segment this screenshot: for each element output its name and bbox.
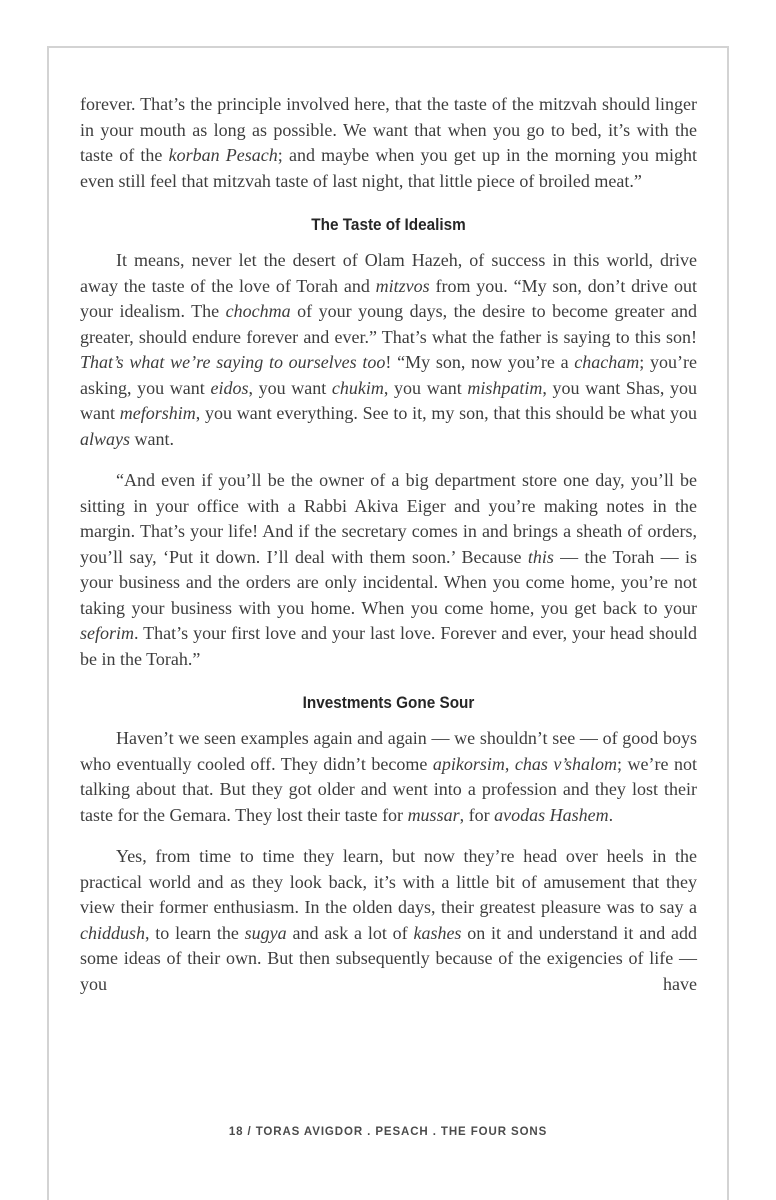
italic-text-run: chiddush (80, 922, 145, 943)
text-run: It means, never let the desert of Olam Hazeh, of success in this world, drive away the taste of the love of Torah and (80, 250, 697, 296)
italic-text-run: mussar (407, 804, 460, 825)
page-content (49, 48, 727, 997)
paragraph (80, 468, 697, 672)
italic-text-run: eidos (210, 377, 249, 398)
text-run: ; we’re not talking about that. But they got older and went into a profession and they lost their taste for the Gemara. They lost their taste for (80, 753, 698, 825)
italic-text-run: That’s what we’re saying to ourselves too (80, 352, 386, 372)
text-run: ! “My son, now you’re a (385, 352, 575, 372)
italic-text-run: sugya (244, 922, 287, 943)
italic-text-run: kashes (413, 922, 462, 943)
text-run: on it and understand it and add some ideas of their own. But then subsequently because of the exigencies of life — you have (80, 922, 698, 994)
italic-text-run: chukim (331, 377, 384, 398)
text-run: , (504, 753, 515, 774)
italic-text-run: chacham (574, 352, 640, 372)
text-run: and ask a lot of (286, 922, 414, 943)
text-run: Haven’t we seen examples again and again — we shouldn’t see — of good boys who eventually cooled off. They didn’t become (80, 728, 697, 774)
italic-text-run: seforim (80, 623, 134, 643)
text-run: . (608, 804, 614, 825)
text-run: from you. “My son, don’t drive out your idealism. The (80, 275, 697, 321)
italic-text-run: this (527, 546, 554, 567)
text-run: ; and maybe when you get up in the morning you might even still feel that mitzvah taste of last night, that little piece of broiled meat.” (80, 145, 697, 191)
paragraph (80, 92, 697, 194)
text-run: want. (130, 428, 175, 449)
page-number: 18 (228, 1126, 244, 1138)
text-run: , you want (248, 377, 332, 398)
text-run: . That’s your first love and your last love. Forever and ever, your head should be in the Torah.” (80, 623, 697, 669)
italic-text-run: meforshim (119, 403, 196, 423)
italic-text-run: avodas Hashem (494, 804, 609, 825)
text-run: , for (459, 804, 495, 825)
paragraph (80, 726, 697, 828)
section-heading: The Taste of Idealism (311, 215, 466, 234)
text-run: , you want (383, 377, 468, 398)
book-page (47, 46, 729, 1200)
text-run: Yes, from time to time they learn, but now they’re head over heels in the practical world and as they look back, it’s with a little bit of amusement that they view their former enthusiasm. In the olden days, their greatest pleasure was to say a (80, 846, 697, 917)
paragraph (80, 248, 697, 452)
text-run: ; you’re asking, you want (80, 352, 697, 398)
text-run: , you want Shas, you want (80, 377, 698, 423)
section-heading: Investments Gone Sour (302, 693, 475, 712)
italic-text-run: mitzvos (375, 275, 430, 296)
text-run: forever. That’s the principle involved here, that the taste of the mitzvah should linger in your mouth as long as possible. We want that when you go to bed, it’s with the taste of the (80, 94, 697, 165)
page-footer (49, 1126, 727, 1138)
italic-text-run: always (80, 428, 131, 449)
text-run: “And even if you’ll be the owner of a big department store one day, you’ll be sitting in your office with a Rabbi Akiva Eiger and you’re making notes in the margin. That’s your life! And if the secretary comes in and brings a sheath of orders, you’ll say, ‘Put it down. I’ll deal with them soon.’ Because (80, 470, 697, 567)
book-title: TORAS AVIGDOR . PESACH . THE FOUR SONS (255, 1126, 548, 1138)
italic-text-run: mishpatim (467, 377, 543, 398)
italic-text-run: chochma (225, 301, 291, 321)
paragraph (80, 844, 697, 997)
text-run: , you want everything. See to it, my son, that this should be what you (195, 403, 697, 423)
footer-separator: / (243, 1126, 256, 1138)
text-run: of your young days, the desire to become greater and greater, should endure forever and ever.” That’s what the father is saying to this son! (80, 301, 697, 347)
italic-text-run: chas v’shalom (514, 753, 618, 774)
italic-text-run: apikorsim (432, 753, 505, 774)
italic-text-run: korban Pesach (168, 145, 278, 165)
text-run: , to learn the (145, 922, 245, 943)
text-run: — the Torah — is your business and the orders are only incidental. When you come home, you’re not taking your business with you home. When you come home, you get back to your (80, 546, 697, 618)
